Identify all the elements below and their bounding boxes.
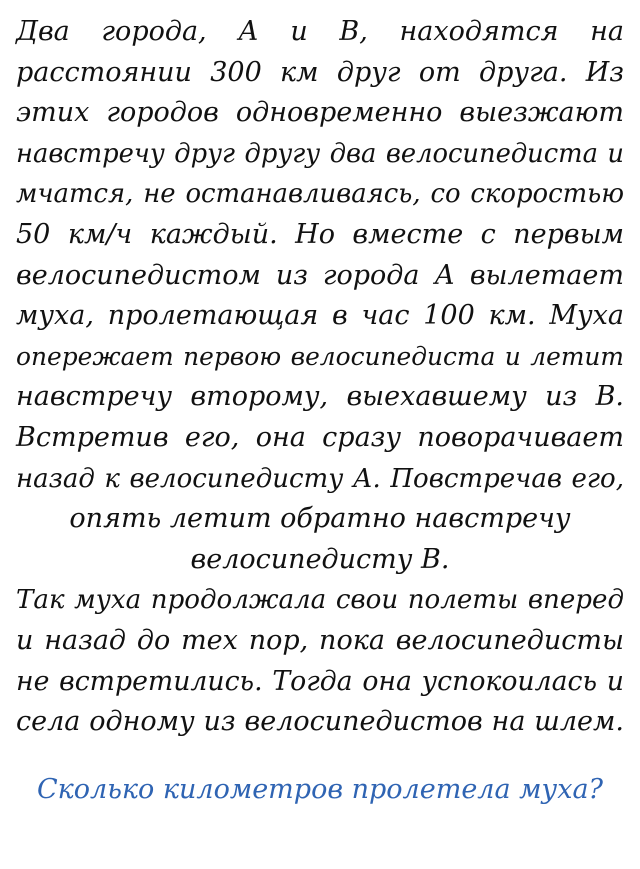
text-line: велосипедисту В. bbox=[190, 543, 450, 575]
text-line: велосипедистом из города А вылетает bbox=[16, 259, 624, 291]
question-text: Сколько километров пролетела муха? bbox=[36, 773, 604, 805]
text-line: этих городов одновременно выезжают bbox=[16, 97, 624, 129]
text-line: навстречу второму, выехавшему из В. bbox=[16, 381, 624, 413]
text-line: навстречу друг другу два велосипедиста и bbox=[16, 138, 624, 169]
text-line: Так муха продолжала свои полеты вперед bbox=[16, 585, 624, 616]
text-line: муха, пролетающая в час 100 км. Муха bbox=[16, 300, 624, 332]
text-line: Два города, А и В, находятся на bbox=[16, 16, 624, 47]
text-line: опять летит обратно навстречу bbox=[69, 503, 571, 535]
text-line: не встретились. Тогда она успокоилась и bbox=[16, 665, 624, 697]
text-line: назад к велосипедисту А. Повстречав его, bbox=[16, 463, 624, 494]
text-line: 50 км/ч каждый. Но вместе с первым bbox=[16, 218, 624, 250]
text-line: Встретив его, она сразу поворачивает bbox=[16, 421, 624, 453]
problem-paragraph-1 bbox=[16, 12, 624, 580]
text-line: опережает первою велосипедиста и летит bbox=[16, 341, 624, 371]
text-line: села одному из велосипедистов на шлем. bbox=[16, 706, 624, 738]
text-line: расстоянии 300 км друг от друга. Из bbox=[16, 56, 624, 88]
text-line: мчатся, не останавливаясь, со скоростью bbox=[16, 179, 624, 210]
problem-paragraph-2 bbox=[16, 580, 624, 742]
text-line: и назад до тех пор, пока велосипедисты bbox=[16, 624, 624, 656]
